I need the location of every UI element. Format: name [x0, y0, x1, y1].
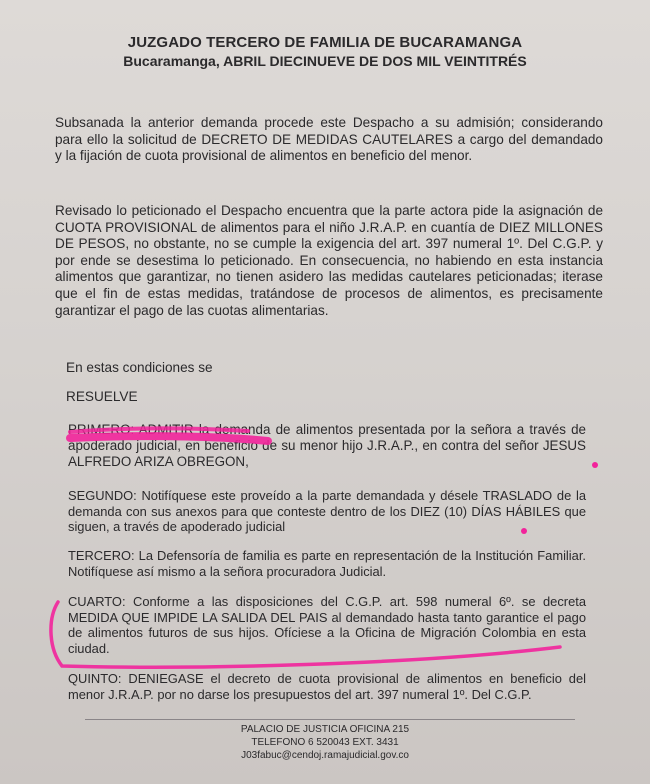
resolution-item-segundo: SEGUNDO: Notifíquese este proveído a la parte demandada y désele TRASLADO de la demanda con sus anexos para que conteste dentro de los DIEZ (10) DÍAS HÁBILES que siguen, a través de apoderado judicial — [68, 488, 586, 535]
footer-divider — [85, 719, 575, 720]
resolution-item-quinto: QUINTO: DENIEGASE el decreto de cuota provisional de alimentos en beneficio del menor J.R.A.P. por no darse los presupuestos del art. 397 numeral 1º. Del C.G.P. — [68, 671, 586, 702]
intro-paragraph: Subsanada la anterior demanda procede este Despacho a su admisión; considerando para ello la solicitud de DECRETO DE MEDIDAS CAUTELARES a cargo del demandado y la fijación de cuota provisional de alimentos en beneficio del menor. — [55, 115, 603, 164]
resolve-heading: RESUELVE — [66, 389, 138, 404]
dot-mark — [592, 462, 598, 468]
resolution-item-cuarto: CUARTO: Conforme a las disposiciones del C.G.P. art. 598 numeral 6º. se decreta MEDIDA QUE IMPIDE LA SALIDA DEL PAIS al demandado hasta tanto garantice el pago de alimentos futuros de sus hijos. Ofíciese a la Oficina de Migración Colombia en esta ciudad. — [68, 594, 586, 656]
review-paragraph: Revisado lo peticionado el Despacho encuentra que la parte actora pide la asignación de CUOTA PROVISIONAL de alimentos para el niño J.R.A.P. en cuantía de DIEZ MILLONES DE PESOS, no obstante, no se cumple la exigencia del art. 397 numeral 1º. Del C.G.P. y por ende se desestima lo peticionado. En consecuencia, no habiendo en esta instancia alimentos que garantizar, no tienen asidero las medidas cautelares peticionadas; iterase que el fin de estas medidas, tratándose de procesos de alimentos, es precisamente garantizar el pago de las cuotas alimentarias. — [55, 203, 603, 318]
footer-office: PALACIO DE JUSTICIA OFICINA 215 — [240, 724, 410, 735]
resolution-item-primero: PRIMERO: ADMITIR la demanda de alimentos presentada por la señora a través de apoderado judicial, en beneficio de su menor hijo J.R.A.P., en contra del señor JESUS ALFREDO ARIZA OBREGON, — [68, 422, 586, 470]
footer-phone: TELEFONO 6 520043 EXT. 3431 — [251, 737, 399, 748]
date-line: Bucaramanga, ABRIL DIECINUEVE DE DOS MIL VEINTITRÉS — [123, 53, 527, 69]
resolution-item-tercero: TERCERO: La Defensoría de familia es parte en representación de la Institución Familiar. Notifíquese así mismo a la señora procuradora Judicial. — [68, 548, 586, 579]
court-title: JUZGADO TERCERO DE FAMILIA DE BUCARAMANGA — [127, 34, 523, 51]
footer-email: J03fabuc@cendoj.ramajudicial.gov.co — [241, 750, 409, 761]
conditions-line: En estas condiciones se — [66, 360, 213, 375]
